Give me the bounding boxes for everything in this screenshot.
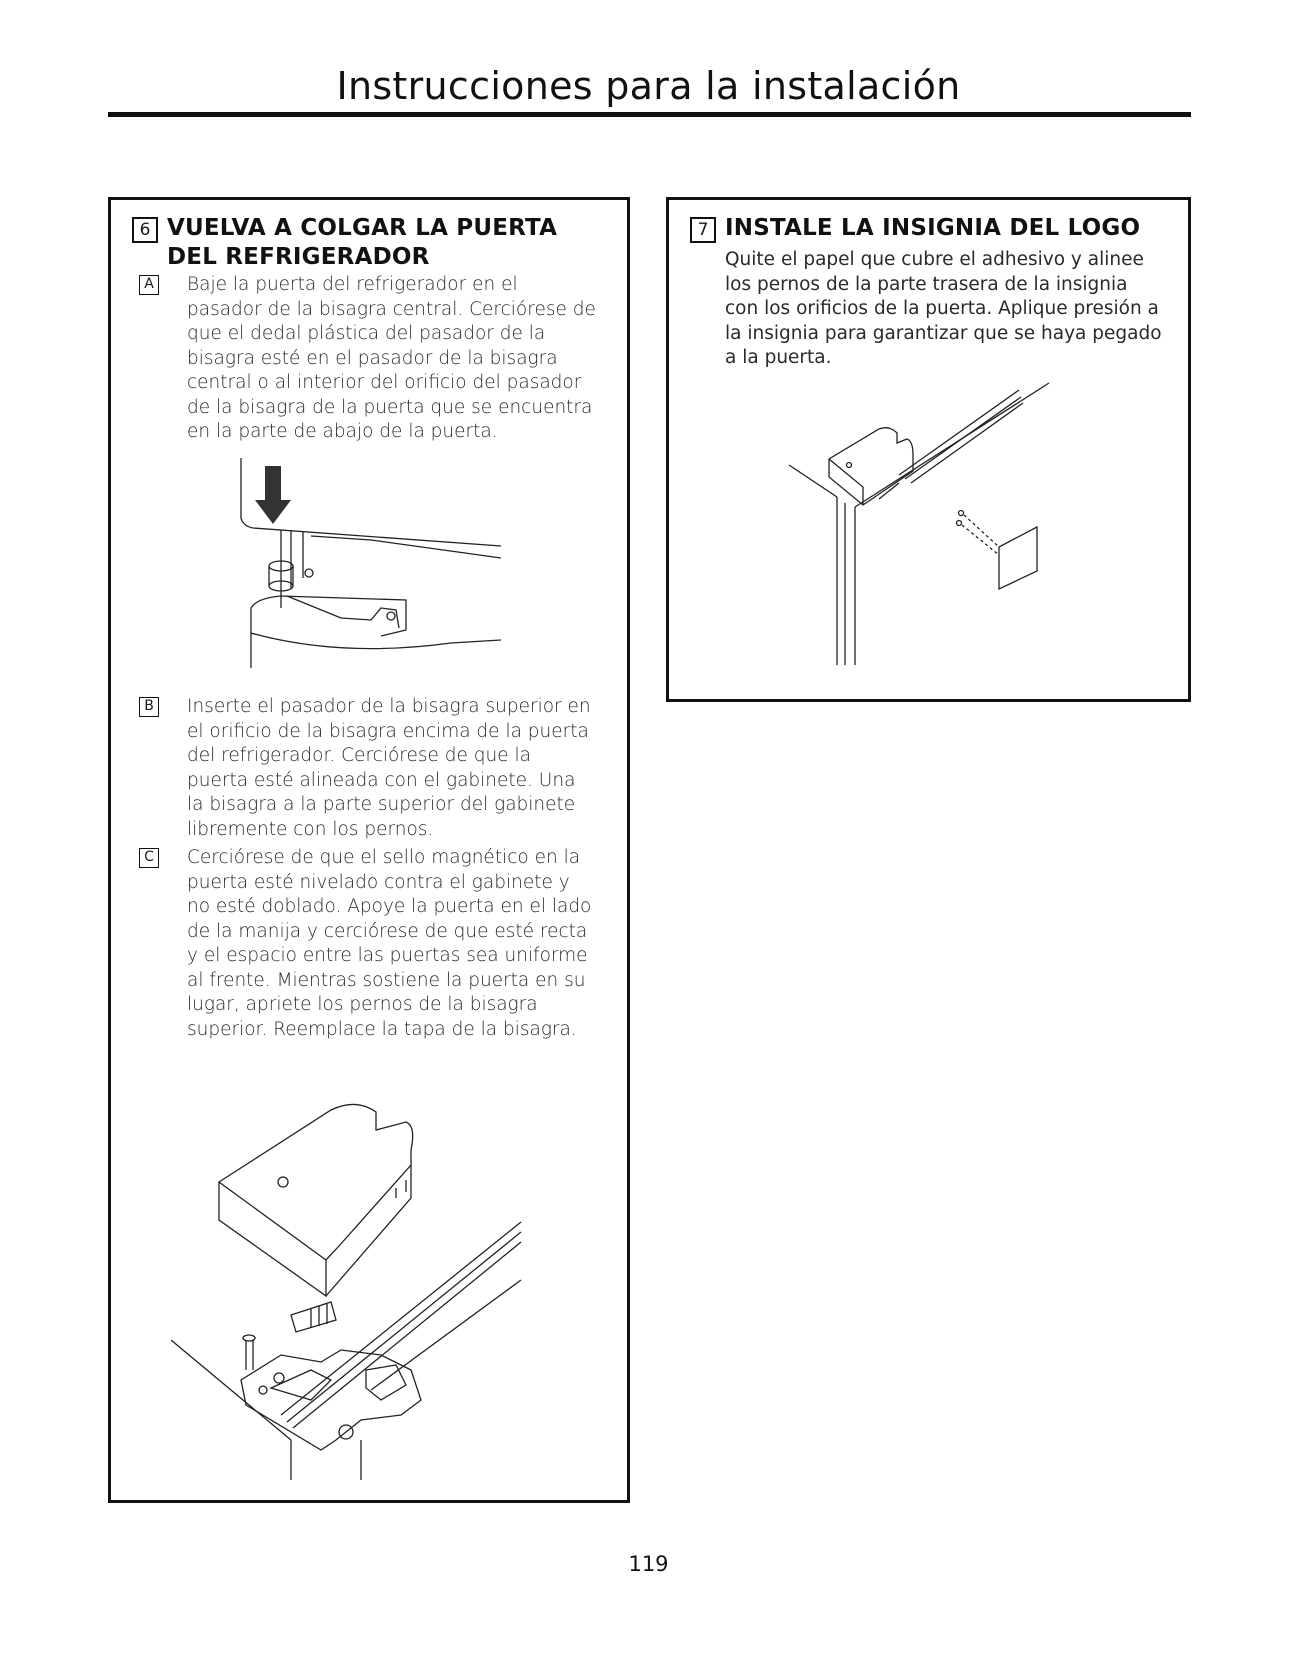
- substep-a-text: Baje la puerta del refrigerador en el pasador de la bisagra central. Cerciórese de que el dedal plástica del pasador de la bisagra esté en el pasador de la bisagra central o al interior del orificio del pasador de la bisagra de la puerta que se encuentra en la parte de abajo de la puerta.: [187, 274, 596, 442]
- step-7-header: [690, 214, 1170, 243]
- substep-c-label: C: [139, 848, 159, 868]
- step-6-header: [132, 214, 602, 272]
- step-6-number: 6: [132, 217, 158, 243]
- step-6-substep-c: [139, 846, 609, 1042]
- substep-a-label: A: [139, 275, 159, 295]
- step-6-title: VUELVA A COLGAR LA PUERTA DEL REFRIGERADOR: [167, 215, 558, 270]
- substep-c-text: Cerciórese de que el sello magnético en la puerta esté nivelado contra el gabinete y no esté doblado. Apoye la puerta en el lado de la manija y cerciórese de que esté recta y el espacio entre las puertas sea uniforme al frente. Mientras sostiene la puerta en su lugar, apriete los pernos de la bisagra superior. Reemplace la tapa de la bisagra.: [187, 847, 592, 1040]
- step-7-number: 7: [690, 217, 716, 243]
- substep-b-text: Inserte el pasador de la bisagra superior en el orificio de la bisagra encima de la puerta del refrigerador. Cerciórese de que la puerta esté alineada con el gabinete. Una la bisagra a la parte superior del gabinete libremente con los pernos.: [187, 696, 591, 840]
- page-title: Instrucciones para la instalación: [336, 64, 961, 108]
- step-6-substep-b: [139, 695, 609, 842]
- hinge-cover-illustration: [171, 1070, 551, 1480]
- step-7-text: Quite el papel que cubre el adhesivo y alinee los pernos de la parte trasera de la insignia con los orificios de la puerta. Aplique presión a la insignia para garantizar que se haya pegado a la puerta.: [725, 249, 1162, 368]
- step-6-substep-a: [139, 273, 609, 445]
- substep-b-label: B: [139, 697, 159, 717]
- step-6-panel: [108, 197, 630, 1503]
- hinge-pin-illustration: [221, 458, 531, 678]
- step-7-title: INSTALE LA INSIGNIA DEL LOGO: [725, 215, 1141, 241]
- logo-badge-illustration: [789, 375, 1109, 665]
- step-7-panel: [666, 197, 1191, 702]
- page-number: 119: [628, 1552, 669, 1576]
- title-rule: [108, 112, 1191, 117]
